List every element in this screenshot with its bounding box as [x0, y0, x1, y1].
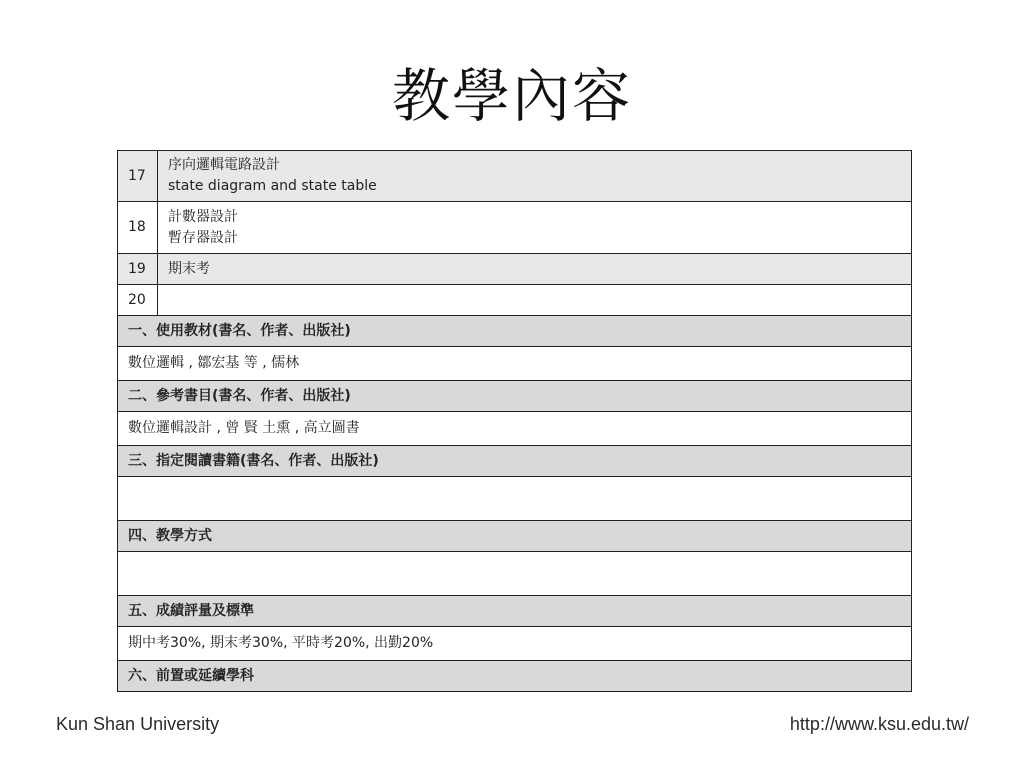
section-content-row: [118, 412, 912, 446]
week-number: 17: [118, 151, 158, 202]
section-heading-row: [118, 521, 912, 552]
section-heading-row: [118, 446, 912, 477]
week-number: 18: [118, 202, 158, 254]
section-heading-row: [118, 661, 912, 692]
section-heading-row: [118, 316, 912, 347]
assigned-reading-content: [118, 477, 912, 521]
textbook-heading: 一、使用教材(書名、作者、出版社): [118, 316, 912, 347]
references-content: 數位邏輯設計 , 曾 賢 土熏 , 高立圖書: [118, 412, 912, 446]
references-heading: 二、參考書目(書名、作者、出版社): [118, 381, 912, 412]
section-content-row: [118, 627, 912, 661]
week-row: [118, 285, 912, 316]
week-topic: [158, 285, 912, 316]
section-heading-row: [118, 596, 912, 627]
grading-content: 期中考30%, 期末考30%, 平時考20%, 出勤20%: [118, 627, 912, 661]
week-topic-line: 暫存器設計: [168, 229, 238, 246]
week-topic-line: state diagram and state table: [168, 178, 377, 194]
week-topic: [158, 254, 912, 285]
week-row: [118, 202, 912, 254]
week-topic-line: 期末考: [168, 260, 210, 277]
footer-url: http://www.ksu.edu.tw/: [789, 714, 969, 734]
section-content-row: [118, 347, 912, 381]
section-content-row: [118, 552, 912, 596]
week-row: [118, 151, 912, 202]
week-number: 19: [118, 254, 158, 285]
teaching-method-heading: 四、教學方式: [118, 521, 912, 552]
course-content-table: [117, 150, 912, 692]
assigned-reading-heading: 三、指定閱讀書籍(書名、作者、出版社): [118, 446, 912, 477]
week-topic-line: 計數器設計: [168, 208, 238, 225]
footer-university-name: Kun Shan University: [56, 714, 220, 734]
teaching-method-content: [118, 552, 912, 596]
slide-title: 教學內容: [391, 62, 632, 130]
grading-heading: 五、成績評量及標準: [118, 596, 912, 627]
week-topic: [158, 151, 912, 202]
week-topic-line: 序向邏輯電路設計: [168, 157, 280, 173]
week-topic: [158, 202, 912, 254]
section-heading-row: [118, 381, 912, 412]
section-content-row: [118, 477, 912, 521]
prerequisites-heading: 六、前置或延續學科: [118, 661, 912, 692]
week-number: 20: [118, 285, 158, 316]
week-row: [118, 254, 912, 285]
textbook-content: 數位邏輯 , 鄒宏基 等 , 儒林: [118, 347, 912, 381]
